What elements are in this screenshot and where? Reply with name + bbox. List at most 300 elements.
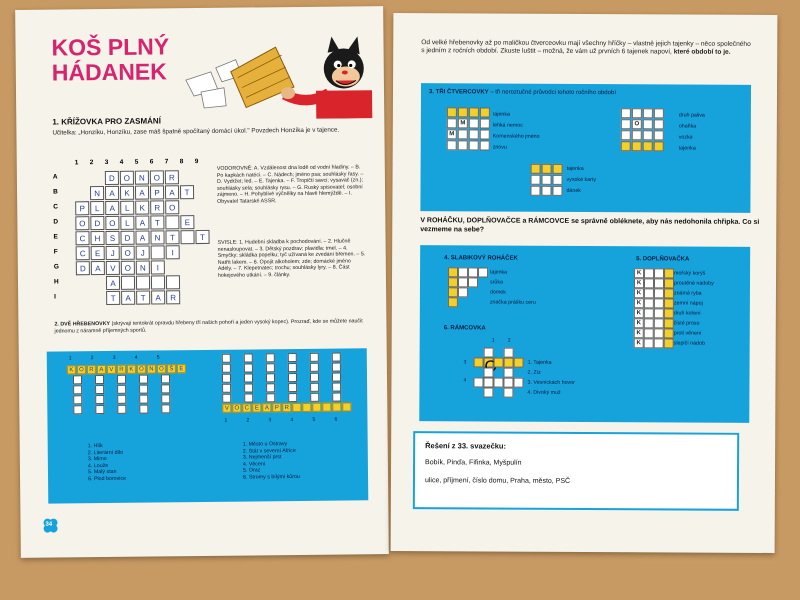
crossword-cell: T — [136, 291, 150, 305]
crossword-cell: P — [150, 185, 164, 199]
right-page — [391, 13, 778, 553]
ramcovka-cell — [484, 347, 494, 357]
clue-line: tajenka — [678, 145, 696, 152]
square-cell: O — [632, 119, 642, 129]
clue-line: proti věnení — [673, 330, 702, 337]
crossword-cell: A — [165, 185, 179, 199]
comb-2-tooth-cell — [332, 363, 341, 372]
solution-line-1: Bobík, Pinďa, Fifinka, Myšpulín — [425, 459, 522, 467]
comb-2-tooth-cell — [310, 353, 319, 362]
doplnovacka-cell — [644, 288, 654, 298]
clue-line: značka prášku ceru — [489, 299, 536, 306]
comb-2-tooth-cell — [244, 373, 253, 382]
doplnovacka-cell — [654, 308, 664, 318]
square-cell — [654, 141, 664, 151]
crossword-row-letter: D — [53, 218, 59, 226]
crossword-cell: K — [135, 201, 149, 215]
doplnovacka-cell — [664, 338, 674, 348]
comb-2-clue: 2. Stát v severní Africe — [242, 447, 296, 455]
square-cell — [621, 119, 631, 129]
square-cell — [632, 141, 642, 151]
crossword-col-number: 7 — [164, 158, 169, 166]
ramcovka-cell — [484, 357, 494, 367]
crossword-row-letter: G — [53, 263, 59, 271]
ramcovka-clues — [527, 360, 575, 400]
crossword-cell: T — [195, 230, 209, 244]
comb-2-tooth-cell — [288, 383, 297, 392]
left-page — [15, 6, 389, 558]
doplnovacka-cell: K — [634, 338, 644, 348]
comb-1-top-cell: O — [157, 364, 166, 373]
square-cell — [530, 186, 540, 196]
clue-line: 3. Vesnickách hovor — [527, 379, 575, 386]
ramcovka-cell — [484, 367, 494, 377]
down-clues: SVISLE: 1. Hudební skladba k pochodování. – 2. Hlučně nenasloupovat. – 3. Dětský pozdrav; plavidla; tmel. – 4. Smyčky; skládka popelku; tyč užívaná ke zvedání břemen. – 5. Natřít lakem. – 6. Opojit alkoholem; zde; domácké jméno Adély. – 7. Klepetnatec; trochu; souhlásky lyry. – 8. Část hokejového utkání. – 9. články. — [217, 238, 366, 279]
comb-2-base-cell — [312, 403, 321, 412]
comb-1-tooth-cell — [117, 395, 126, 404]
comb-1-number: 3 — [112, 354, 116, 361]
comb-2-base-cell — [342, 402, 351, 411]
comb-1-tooth-cell — [73, 395, 82, 404]
comb-1-tooth-cell — [139, 405, 148, 414]
middle-instruction: V ROHÁČKU, DOPLŇOVAČCE a RÁMCOVCE se správně obléknete, aby nás nedohonila chřipka. Co si vezmeme na sebe? — [420, 217, 760, 234]
page-title — [51, 34, 169, 85]
doplnovacka-cell — [664, 328, 674, 338]
square-cell — [643, 108, 653, 118]
crossword-cell: A — [106, 276, 120, 290]
rohacek-cell — [448, 277, 458, 287]
crossword-col-number: 9 — [194, 158, 199, 166]
square-3-clues — [566, 166, 596, 199]
section-3-heading: 3. TŘI ČTVERCOVKY — [428, 89, 489, 96]
crossword-cell: A — [135, 231, 149, 245]
doplnovacka-cell — [664, 268, 674, 278]
clue-line: vozka — [678, 134, 693, 141]
crossword-col-number: 1 — [74, 159, 79, 167]
section-6-heading: 6. RÁMCOVKA — [443, 325, 486, 332]
comb-1-top-cell: R — [87, 365, 96, 374]
comb-2-tooth-cell — [332, 373, 341, 382]
crossword-cell: H — [90, 231, 104, 245]
comb-1-tooth-cell — [95, 395, 104, 404]
comb-1-clue: 5. Malý stan — [87, 468, 117, 476]
crossword-row-letter: I — [54, 293, 56, 301]
square-cell — [654, 130, 664, 140]
square-cell — [621, 108, 631, 118]
solution-line-2: ulice, příjmení, číslo domu, Praha, město, PSČ — [424, 477, 571, 485]
comb-2-tooth-cell — [332, 383, 341, 392]
section-5-heading: 5. DOPLŇOVAČKA — [636, 256, 690, 263]
clue-line: znovu — [492, 144, 507, 151]
crossword-cell: N — [90, 186, 104, 200]
doplnovacka-cell — [644, 318, 654, 328]
crossword-cell: A — [105, 201, 119, 215]
comb-1-number: 1 — [68, 355, 72, 362]
crossword-cell: O — [121, 261, 135, 275]
doplnovacka-cell — [664, 308, 674, 318]
comb-2-base-cell: E — [252, 403, 261, 412]
clue-line: vysoké karty — [566, 176, 596, 184]
square-cell — [553, 175, 563, 185]
crossword-cell: N — [150, 230, 164, 244]
section-1-heading: 1. KŘÍŽOVKA PRO ZASMÁNÍ — [52, 116, 161, 127]
page-number: 34 — [45, 521, 53, 528]
crossword-cell: A — [105, 186, 119, 200]
comb-2-base-cell — [332, 403, 341, 412]
square-cell — [458, 107, 468, 117]
comb-1-tooth-cell — [95, 375, 104, 384]
clue-line: lehká nemoc — [492, 122, 523, 129]
crossword-cell — [166, 275, 180, 289]
doplnovacka-cell — [644, 278, 654, 288]
crossword-cell — [151, 245, 165, 259]
square-cell — [531, 164, 541, 174]
comb-2-number: 2 — [246, 417, 250, 424]
crossword-cell: O — [165, 200, 179, 214]
comb-2-base-cell — [302, 403, 311, 412]
crossword-cell: A — [135, 186, 149, 200]
doplnovacka-cell — [654, 328, 664, 338]
comb-2-base-cell — [322, 403, 331, 412]
crossword-cell: T — [150, 215, 164, 229]
comb-2-tooth-cell — [222, 364, 231, 373]
crossword-cell: O — [75, 216, 89, 230]
comb-1-top-cell: O — [77, 365, 86, 374]
crossword-cell: S — [105, 231, 119, 245]
doplnovacka-cell — [664, 278, 674, 288]
rohacek-cell — [458, 277, 468, 287]
clue-line: 1. Tajenka — [527, 359, 552, 366]
ramcovka-cell — [513, 378, 523, 388]
comb-1-tooth-cell — [73, 405, 82, 414]
comb-1-clues — [88, 443, 126, 482]
crossword-cell: R — [166, 290, 180, 304]
comb-1-top-cell: K — [67, 365, 76, 374]
comb-2-tooth-cell — [288, 353, 297, 362]
title-line-2: HÁDANEK — [51, 58, 167, 86]
right-intro — [421, 39, 751, 57]
crossword-row-letter: E — [53, 233, 58, 241]
crossword-cell: R — [150, 200, 164, 214]
comb-2-tooth-cell — [288, 373, 297, 382]
square-cell — [458, 129, 468, 139]
crossword-cell — [121, 276, 135, 290]
rohacek-cell — [468, 267, 478, 277]
crossword-col-number: 3 — [104, 158, 109, 167]
comb-2-tooth-cell — [222, 384, 231, 393]
comb-1-top-cell: E — [177, 364, 186, 373]
crossword-cell: E — [91, 246, 105, 260]
doplnovacka-cell — [644, 268, 654, 278]
clue-line: domek — [489, 289, 506, 296]
ramcovka-cell — [474, 357, 484, 367]
comb-2-clue: 1. Město u Ostravy — [242, 441, 288, 448]
comb-2-tooth-cell — [332, 393, 341, 402]
ramcovka-cell — [504, 348, 514, 358]
comb-1-tooth-cell — [161, 384, 170, 393]
doplnovacka-cell — [654, 298, 664, 308]
ramcovka-cell — [494, 358, 504, 368]
comb-1-tooth-cell — [161, 374, 170, 383]
crossword-cell: L — [120, 201, 134, 215]
intro-bold: které období to je. — [673, 48, 731, 56]
section-4-heading: 4. SLABIKOVÝ ROHÁČEK — [444, 255, 518, 262]
crossword-grid — [75, 170, 214, 309]
ramcovka-number: 2 — [507, 337, 511, 344]
rohacek-cell — [478, 267, 488, 277]
crossword-cell: P — [75, 201, 89, 215]
ramcovka-number: 3 — [463, 359, 467, 366]
crossword-cell: J — [106, 246, 120, 260]
crossword-cell — [151, 275, 165, 289]
clue-line: tajenka — [490, 269, 508, 276]
comb-2-tooth-cell — [222, 394, 231, 403]
crossword-cell: T — [165, 230, 179, 244]
comb-2-base-cell: P — [272, 403, 281, 412]
crossword-cell: A — [135, 216, 149, 230]
crossword-row-letter: F — [53, 248, 58, 256]
comb-2-tooth-cell — [310, 363, 319, 372]
comb-1-tooth-cell — [95, 405, 104, 414]
crossword-cell: I — [151, 260, 165, 274]
comb-2-tooth-cell — [266, 353, 275, 362]
doplnovacka-cell: K — [634, 328, 644, 338]
crossword-cell: I — [166, 245, 180, 259]
crossword-cell: N — [136, 261, 150, 275]
ramcovka-number: 4 — [463, 377, 467, 384]
clue-line: druh paliva — [678, 112, 705, 119]
square-cell: M — [447, 129, 457, 139]
square-cell — [469, 118, 479, 128]
comb-1-clue: 4. Louže — [87, 462, 109, 469]
comb-2-base-cell: C — [242, 403, 251, 412]
square-cell — [643, 119, 653, 129]
square-cell — [480, 129, 490, 139]
square-cell — [654, 119, 664, 129]
doplnovacka-cell: K — [634, 288, 644, 298]
ramcovka-cell — [483, 387, 493, 397]
crossword-row-letter: C — [53, 203, 58, 211]
square-cell — [458, 140, 468, 150]
comb-1-clue: 1. Hlík — [87, 443, 103, 450]
square-cell — [643, 130, 653, 140]
comb-2-tooth-cell — [222, 354, 231, 363]
square-cell — [531, 175, 541, 185]
crossword-cell: T — [106, 291, 120, 305]
comb-2-number: 3 — [268, 417, 272, 424]
square-cell — [541, 186, 551, 196]
comb-1-top-cell: V — [107, 365, 116, 374]
rohacek-cell — [468, 277, 478, 287]
comb-1-top-cell: Š — [167, 364, 176, 373]
comb-2-base-cell — [292, 403, 301, 412]
square-cell — [447, 107, 457, 117]
title-line-1: KOŠ PLNÝ — [51, 33, 170, 61]
comb-1-number: 2 — [90, 355, 94, 362]
ramcovka-cell — [504, 358, 514, 368]
doplnovacka-cell: K — [634, 298, 644, 308]
crossword-cell: L — [120, 216, 134, 230]
ramcovka-number: 1 — [491, 337, 495, 344]
crossword-row-letter: B — [53, 188, 58, 196]
crossword-cell: C — [75, 231, 89, 245]
comb-1-tooth-cell — [95, 385, 104, 394]
crossword-col-number: 8 — [179, 158, 184, 166]
crossword-cell: D — [120, 231, 134, 245]
doplnovacka-cell — [654, 268, 664, 278]
comb-1-number: 4 — [134, 354, 138, 361]
ramcovka-cell — [504, 368, 514, 378]
comb-2-tooth-cell — [266, 393, 275, 402]
solution-heading: Řešení z 33. svazečku: — [425, 441, 507, 451]
doplnovacka-cell — [644, 298, 654, 308]
crossword-cell: O — [150, 170, 164, 184]
doplnovacka-cell — [654, 288, 664, 298]
comb-puzzles-panel — [47, 348, 369, 503]
comb-2-tooth-cell — [244, 383, 253, 392]
comb-1-tooth-cell — [117, 385, 126, 394]
comb-1-top-cell: A — [97, 365, 106, 374]
rohacek-cell — [448, 287, 458, 297]
square-cell — [542, 175, 552, 185]
comb-1-clue: 6. Plod borovice — [88, 475, 127, 482]
crossword-col-number: 5 — [134, 158, 139, 166]
section-2-heading: 2. DVĚ HŘEBENOVKY — [54, 320, 111, 328]
square-cell — [480, 107, 490, 117]
clue-line: Komenského jméno — [492, 133, 540, 140]
square-cell — [480, 140, 490, 150]
crossword-cell: D — [90, 216, 104, 230]
clue-line: tajenka — [492, 111, 510, 118]
crossword-cell: A — [121, 291, 135, 305]
doplnovacka-cell — [654, 278, 664, 288]
square-1-clues — [493, 112, 540, 156]
comb-1-tooth-cell — [139, 385, 148, 394]
crossword-cell — [136, 276, 150, 290]
comb-2-tooth-cell — [288, 363, 297, 372]
crossword-cell — [180, 230, 194, 244]
crossword-cell: O — [105, 216, 119, 230]
comb-2-tooth-cell — [288, 393, 297, 402]
square-cell — [542, 164, 552, 174]
doplnovacka-cell — [664, 318, 674, 328]
comb-2-tooth-cell — [244, 353, 253, 362]
doplnovacka-cell — [654, 318, 664, 328]
section-2-desc: (skrývají tentokrát opravdu hřebeny tří našich pohoří a jeden vysoký kopec). Prozraď, kde se můžete naučit jednomu z náramně příjemných sportů. — [54, 318, 363, 335]
comb-2-clues — [243, 441, 300, 481]
clue-line: proutěné nádoby — [673, 280, 714, 287]
section-2-text — [54, 318, 374, 335]
rohacek-cell — [458, 287, 468, 297]
crossword-cell: A — [151, 290, 165, 304]
crossword-col-number: 6 — [149, 158, 154, 166]
comb-2-clue: 6. Stromy s bílými kůrou — [243, 473, 300, 481]
crossword-cell: O — [120, 171, 134, 185]
comb-1-tooth-cell — [73, 375, 82, 384]
doplnovacka-cell: K — [634, 278, 644, 288]
comb-2-tooth-cell — [332, 353, 341, 362]
crossword-row-letter: H — [53, 278, 59, 286]
comb-1-clue: 3. Mimo — [87, 456, 107, 463]
clue-line: 2. Zíz — [527, 369, 541, 376]
doplnovacka-cell — [644, 328, 654, 338]
square-cell — [552, 186, 562, 196]
comb-1-tooth-cell — [161, 404, 170, 413]
square-cell — [469, 140, 479, 150]
crossword-cell: C — [76, 246, 90, 260]
crossword-cell: N — [135, 171, 149, 185]
clue-line: slepičí nádob — [673, 340, 705, 347]
ramcovka-cell — [493, 378, 503, 388]
comb-2-base-cell: A — [262, 403, 271, 412]
comb-1-tooth-cell — [73, 385, 82, 394]
rohacek-cell — [448, 267, 458, 277]
comb-2-tooth-cell — [266, 373, 275, 382]
crossword-cell: D — [76, 261, 90, 275]
cat-mascot-illustration — [175, 28, 376, 120]
comb-1-top-cell: N — [147, 364, 156, 373]
comb-2-base-cell: O — [232, 404, 241, 413]
square-cell — [447, 118, 457, 128]
squares-panel — [420, 83, 751, 213]
clue-line: čisté proso — [673, 320, 700, 327]
comb-2-number: 4 — [290, 417, 294, 424]
comb-1-tooth-cell — [139, 375, 148, 384]
square-cell — [654, 108, 664, 118]
comb-2-number: 6 — [334, 416, 338, 423]
comb-1-top-cell: R — [117, 365, 126, 374]
crossword-cell: R — [165, 170, 179, 184]
clue-line: srůka — [489, 279, 503, 286]
comb-2-base-cell: V — [222, 404, 231, 413]
comb-2-tooth-cell — [310, 393, 319, 402]
crossword-cell: A — [91, 261, 105, 275]
comb-1-number: 5 — [156, 354, 160, 361]
clue-line: tajenka — [566, 165, 584, 172]
crossword-col-number: 4 — [119, 158, 124, 166]
square-cell — [553, 164, 563, 174]
comb-1-tooth-cell — [139, 395, 148, 404]
square-cell — [447, 140, 457, 150]
clue-line: dánek — [566, 187, 581, 194]
section-3-title — [429, 89, 616, 96]
comb-2-tooth-cell — [310, 383, 319, 392]
comb-2-number: 5 — [312, 416, 316, 423]
doplnovacka-cell: K — [634, 308, 644, 318]
doplnovacka-cell — [654, 338, 664, 348]
clothing-panel — [419, 245, 750, 423]
comb-2-tooth-cell — [244, 393, 253, 402]
square-cell — [469, 129, 479, 139]
rohacek-cell — [458, 267, 468, 277]
ramcovka-cell — [514, 358, 524, 368]
comb-1-clue: 2. Literární dílo — [87, 449, 124, 456]
crossword-cell: J — [136, 246, 150, 260]
square-cell: M — [458, 118, 468, 128]
square-cell — [621, 141, 631, 151]
comb-2-base-cell: R — [282, 403, 291, 412]
comb-2-clue: 4. Věcení — [242, 460, 266, 468]
ramcovka-cell — [503, 378, 513, 388]
ramcovka-cell — [473, 377, 483, 387]
section-1-intro: Učitelka: „Honzíku, Honzíku, zase máš špatně spočítaný domácí úkol." Povzdech Honzíka je v tajence. — [52, 126, 340, 137]
clue-line: 4. Divoký muž — [527, 389, 561, 396]
square-cell — [621, 130, 631, 140]
clue-line: mořský korýš — [674, 270, 706, 277]
comb-2-number: 1 — [224, 417, 228, 424]
clue-line: známá ryba — [673, 290, 702, 297]
crossword-cell: T — [180, 185, 194, 199]
